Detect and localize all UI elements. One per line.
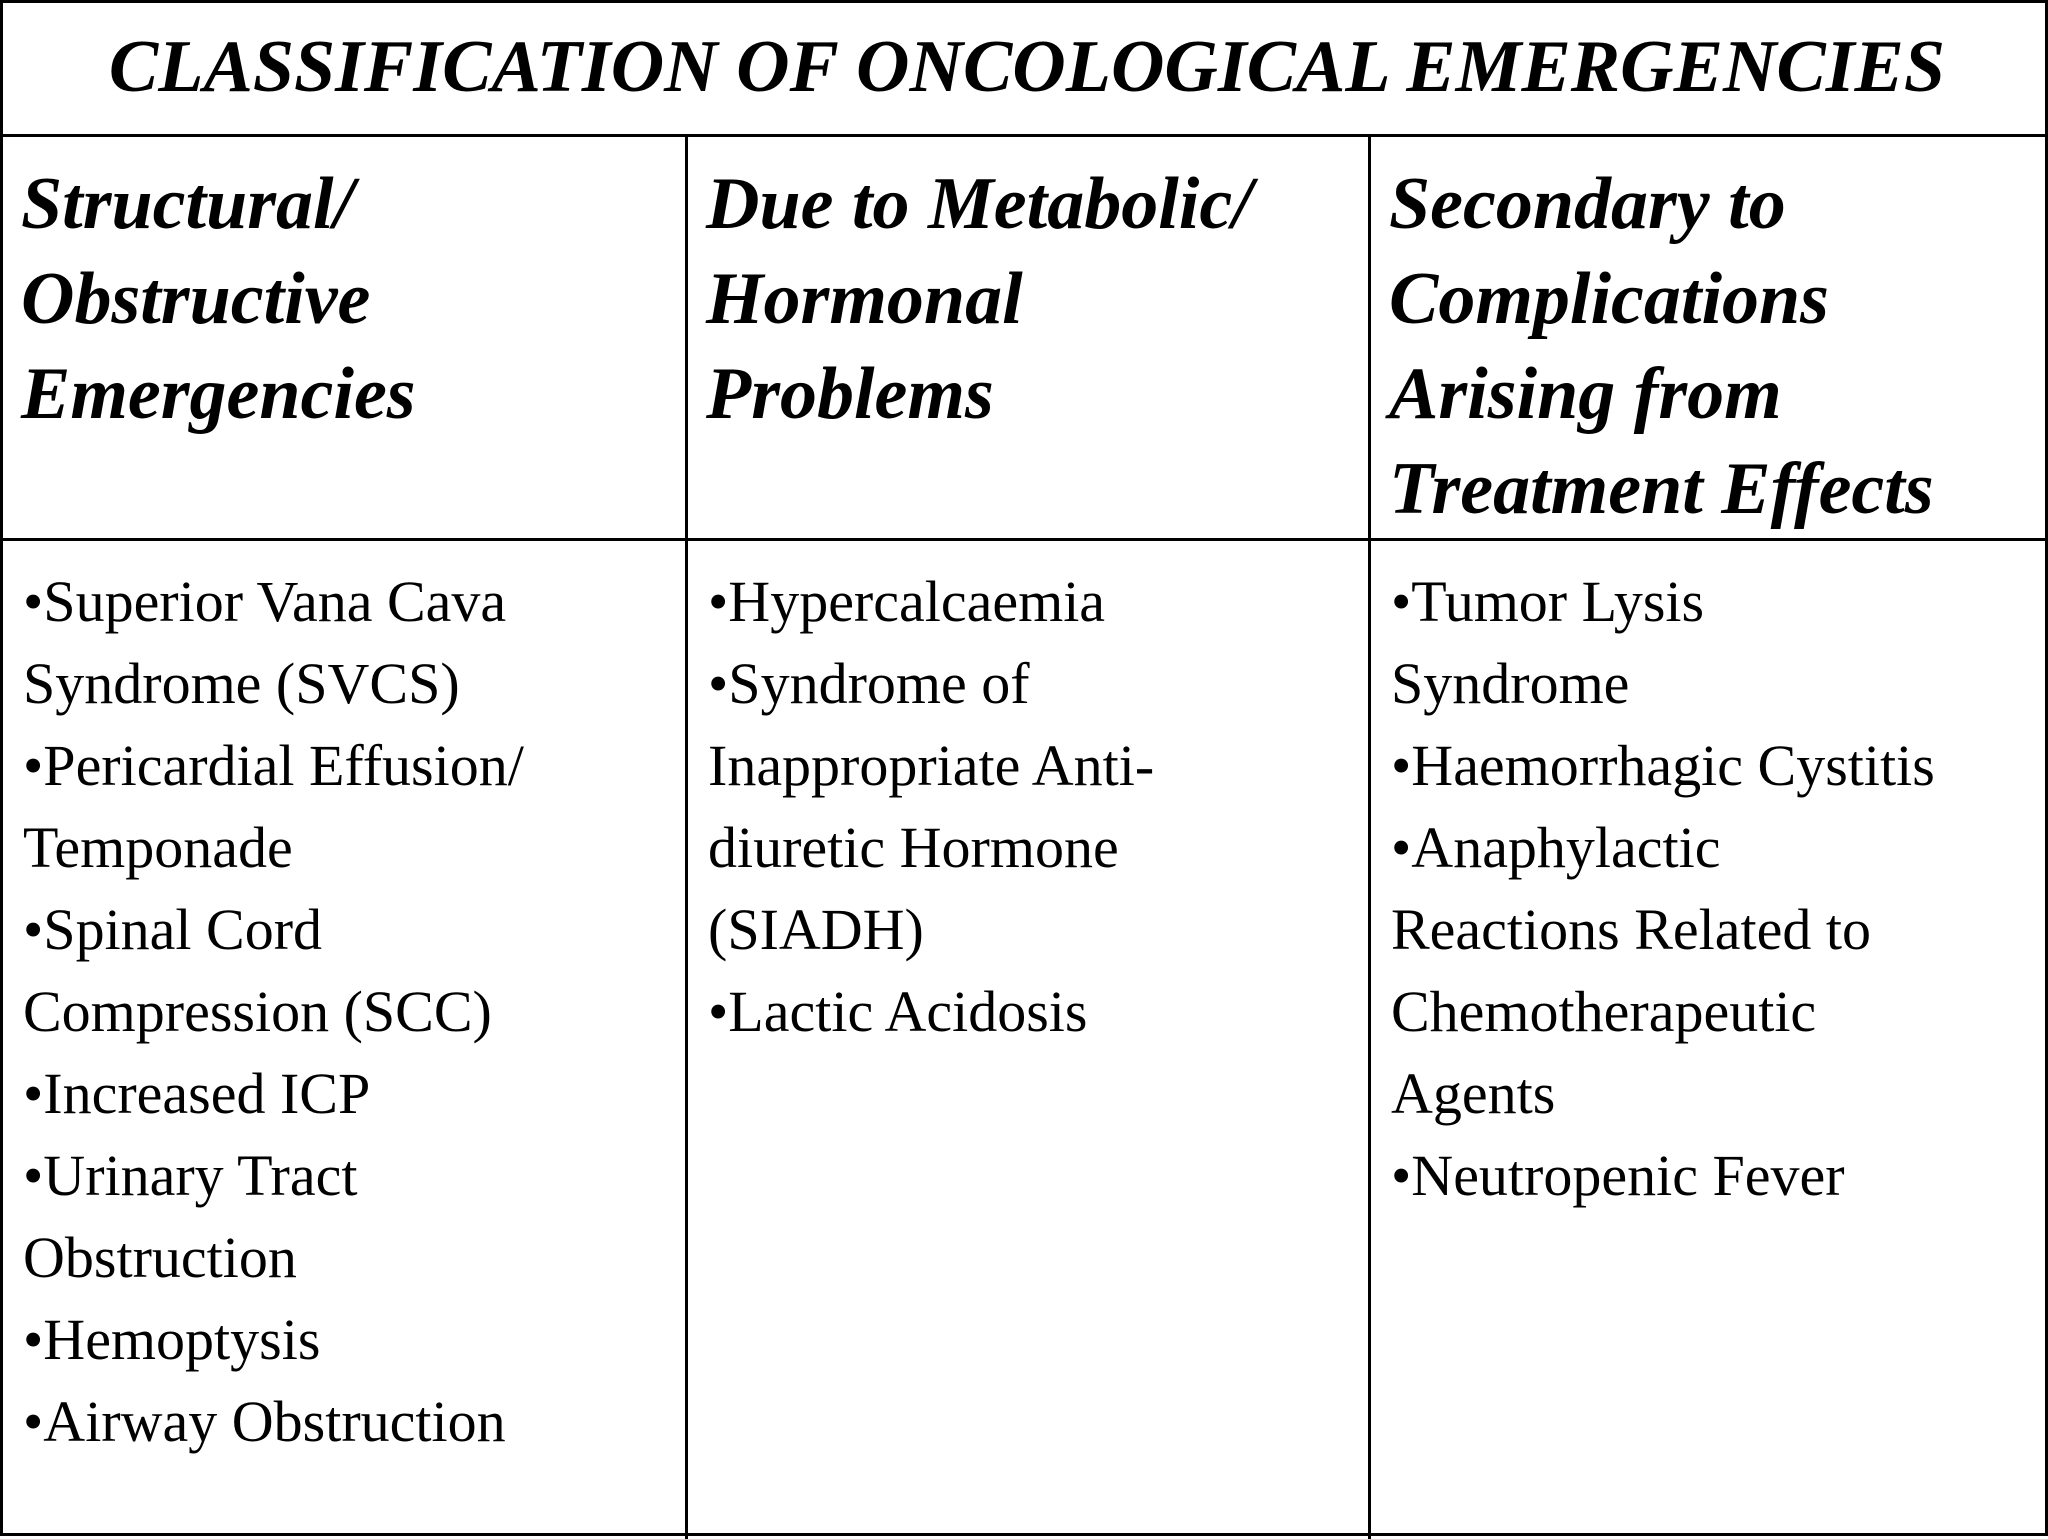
column-header-line: Complications (1389, 258, 1829, 340)
column-header-line: Secondary to (1389, 163, 1786, 245)
column-items-metabolic (688, 541, 1368, 1536)
list-item-line: diuretic Hormone (708, 815, 1119, 880)
column-header-structural (3, 143, 685, 538)
column-header-line: Emergencies (21, 353, 416, 435)
list-item-line: Compression (SCC) (23, 979, 492, 1044)
list-item-line: (SIADH) (708, 897, 924, 962)
column-header-line: Treatment Effects (1389, 448, 1934, 530)
list-item-line: Inappropriate Anti- (708, 733, 1155, 798)
list-item-line: •Airway Obstruction (23, 1389, 506, 1454)
list-item-line: •Spinal Cord (23, 897, 323, 962)
list-item-line: •Tumor Lysis (1391, 569, 1705, 634)
list-item-line: Agents (1391, 1061, 1556, 1126)
column-header-metabolic (688, 143, 1368, 538)
list-item-line: •Pericardial Effusion/ (23, 733, 524, 798)
list-item-line: •Lactic Acidosis (708, 979, 1088, 1044)
column-items-treatment (1371, 541, 2048, 1536)
column-header-line: Obstructive (21, 258, 371, 340)
list-item-line: Obstruction (23, 1225, 297, 1290)
list-item-line: •Superior Vana Cava (23, 569, 507, 634)
list-item-line: Reactions Related to (1391, 897, 1871, 962)
list-item-line: •Increased ICP (23, 1061, 371, 1126)
list-item-line: •Haemorrhagic Cystitis (1391, 733, 1935, 798)
list-item-line: •Urinary Tract (23, 1143, 358, 1208)
list-item-line: •Hemoptysis (23, 1307, 321, 1372)
column-header-line: Arising from (1389, 353, 1782, 435)
list-item-line: •Syndrome of (708, 651, 1030, 716)
title-row (3, 3, 2048, 137)
column-header-treatment (1371, 143, 2048, 538)
list-item-line: •Neutropenic Fever (1391, 1143, 1845, 1208)
column-header-line: Structural/ (21, 163, 355, 245)
list-item-line: •Anaphylactic (1391, 815, 1721, 880)
table-title: CLASSIFICATION OF ONCOLOGICAL EMERGENCIES (108, 25, 1946, 108)
column-items-structural (3, 541, 685, 1536)
list-item-line: Syndrome (SVCS) (23, 651, 460, 716)
list-item-line: Chemotherapeutic (1391, 979, 1817, 1044)
list-item-line: Temponade (23, 815, 293, 880)
column-header-line: Problems (706, 353, 994, 435)
column-header-line: Due to Metabolic/ (706, 163, 1253, 245)
column-header-line: Hormonal (706, 258, 1023, 340)
list-item-line: Syndrome (1391, 651, 1630, 716)
list-item-line: •Hypercalcaemia (708, 569, 1106, 634)
